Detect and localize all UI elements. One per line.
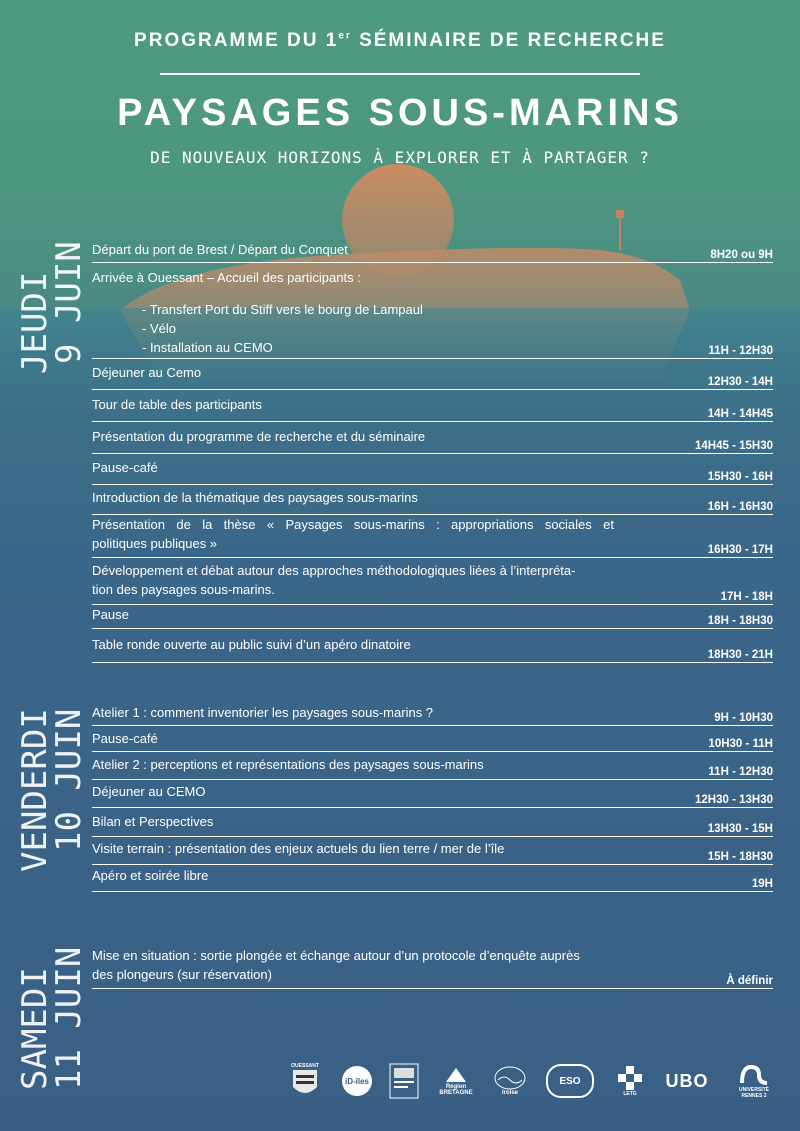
activity-label: Présentation de la thèse « Paysages sous-marins : appropriations sociales et bbox=[92, 517, 614, 532]
bretagne-ermine-icon bbox=[444, 1066, 468, 1084]
day-date: 9 JUIN bbox=[49, 241, 89, 364]
activity-time: 17H - 18H bbox=[720, 591, 773, 603]
supertitle-rest: SÉMINAIRE DE RECHERCHE bbox=[351, 30, 666, 51]
activity-label: Atelier 1 : comment inventorier les paysages sous-marins ? bbox=[92, 705, 434, 720]
eso-badge: ESO bbox=[546, 1064, 594, 1098]
page-title: PAYSAGES SOUS-MARINS bbox=[117, 92, 683, 134]
prefet-logo-icon bbox=[389, 1063, 419, 1099]
activity-label: Déjeuner au CEMO bbox=[92, 784, 206, 799]
activity-time: 13H30 - 15H bbox=[707, 823, 773, 835]
day-date: 10 JUIN bbox=[49, 708, 89, 852]
schedule-row bbox=[92, 363, 773, 390]
activity-time: 19H bbox=[751, 878, 773, 890]
logo-eso bbox=[545, 1060, 595, 1102]
logo-idiles bbox=[340, 1060, 374, 1102]
activity-label: Table ronde ouverte au public suivi d’un apéro dinatoire bbox=[92, 637, 411, 652]
activity-time: 16H30 - 17H bbox=[707, 544, 773, 556]
activity-subitem: - Installation au CEMO bbox=[142, 340, 273, 355]
schedule-row bbox=[92, 515, 773, 558]
logo-prefet bbox=[387, 1060, 421, 1102]
logo-ouessant-text: OUESSANT bbox=[291, 1063, 319, 1069]
activity-label: Apéro et soirée libre bbox=[92, 868, 209, 883]
schedule-row bbox=[92, 703, 773, 726]
activity-label: Atelier 2 : perceptions et représentations des paysages sous-marins bbox=[92, 757, 484, 772]
activity-label-cont: des plongeurs (sur réservation) bbox=[92, 967, 272, 982]
partner-logos bbox=[285, 1060, 785, 1110]
schedule-row bbox=[92, 458, 773, 485]
day-label-jeudi bbox=[15, 234, 89, 374]
letg-cross-icon bbox=[617, 1065, 643, 1091]
schedule-row bbox=[92, 946, 773, 989]
activity-label: Développement et débat autour des approches méthodologiques liées à l’interpréta- bbox=[92, 563, 576, 578]
schedule-row bbox=[92, 240, 773, 263]
activity-time: 15H30 - 16H bbox=[707, 471, 773, 483]
activity-time: 12H30 - 14H bbox=[707, 376, 773, 388]
logo-region-text: Région BRETAGNE bbox=[439, 1084, 473, 1096]
activity-label: Présentation du programme de recherche et du séminaire bbox=[92, 429, 426, 444]
schedule-row bbox=[92, 427, 773, 454]
activity-label: Pause bbox=[92, 607, 129, 622]
day-label-samedi bbox=[15, 940, 89, 1090]
activity-time: 9H - 10H30 bbox=[714, 712, 773, 724]
activity-label-cont: politiques publiques » bbox=[92, 536, 218, 551]
page-subtitle: DE NOUVEAUX HORIZONS À EXPLORER ET À PARTAGER ? bbox=[150, 148, 650, 167]
logo-iroise bbox=[490, 1060, 530, 1102]
lighthouse-top bbox=[616, 210, 624, 218]
day-name: SAMEDI bbox=[15, 967, 55, 1090]
schedule-row bbox=[92, 839, 773, 865]
activity-label: Bilan et Perspectives bbox=[92, 814, 214, 829]
logo-letg bbox=[615, 1060, 645, 1102]
activity-time: 11H - 12H30 bbox=[708, 766, 773, 778]
activity-time: 15H - 18H30 bbox=[707, 851, 773, 863]
logo-rennes2-text: UNIVERSITÉ RENNES 2 bbox=[738, 1087, 769, 1099]
activity-time: 11H - 12H30 bbox=[708, 345, 773, 357]
header bbox=[0, 0, 800, 200]
logo-letg-text: LETG bbox=[623, 1091, 637, 1097]
activity-label: Pause-café bbox=[92, 460, 158, 475]
logo-ouessant bbox=[290, 1060, 320, 1102]
activity-label: Visite terrain : présentation des enjeux actuels du lien terre / mer de l’île bbox=[92, 841, 505, 856]
activity-label: Introduction de la thématique des paysages sous-marins bbox=[92, 490, 418, 505]
iroise-wave-icon bbox=[494, 1066, 526, 1090]
day-name: VENDERDI bbox=[15, 708, 55, 872]
activity-time: 10H30 - 11H bbox=[708, 738, 773, 750]
logo-iroise-text: Iroise bbox=[501, 1090, 518, 1096]
supertitle bbox=[0, 30, 800, 52]
idiles-badge: iD-îles bbox=[342, 1066, 372, 1096]
schedule-row bbox=[92, 866, 773, 892]
activity-time: 18H - 18H30 bbox=[707, 615, 773, 627]
day-label-vendredi bbox=[15, 702, 89, 872]
schedule-row bbox=[92, 395, 773, 422]
schedule-row bbox=[92, 635, 773, 663]
supertitle-ordinal: er bbox=[338, 30, 352, 42]
logo-rennes2 bbox=[731, 1060, 777, 1102]
supertitle-main: PROGRAMME DU 1 bbox=[134, 30, 339, 51]
schedule-row bbox=[92, 782, 773, 808]
activity-label: Déjeuner au Cemo bbox=[92, 365, 202, 380]
activity-label: Départ du port de Brest / Départ du Conquet bbox=[92, 242, 348, 257]
title-rule bbox=[160, 73, 640, 75]
activity-time: À définir bbox=[726, 975, 773, 987]
activity-time: 8H20 ou 9H bbox=[710, 249, 773, 261]
activity-label: Pause-café bbox=[92, 731, 158, 746]
activity-time: 16H - 16H30 bbox=[707, 501, 773, 513]
schedule-row bbox=[92, 755, 773, 780]
day-name: JEUDI bbox=[15, 271, 55, 374]
activity-subitem: - Vélo bbox=[142, 321, 176, 336]
activity-time: 14H - 14H45 bbox=[707, 408, 773, 420]
activity-time: 12H30 - 13H30 bbox=[695, 794, 773, 806]
activity-label: Tour de table des participants bbox=[92, 397, 262, 412]
schedule-row bbox=[92, 606, 773, 629]
activity-subitem: - Transfert Port du Stiff vers le bourg de Lampaul bbox=[142, 302, 423, 317]
activity-label: Arrivée à Ouessant – Accueil des participants : bbox=[92, 270, 361, 285]
schedule-row bbox=[92, 729, 773, 752]
activity-time: 14H45 - 15H30 bbox=[695, 440, 773, 452]
schedule-row bbox=[92, 268, 773, 359]
day-date: 11 JUIN bbox=[49, 946, 89, 1090]
activity-label-cont: tion des paysages sous-marins. bbox=[92, 582, 275, 597]
schedule-row bbox=[92, 488, 773, 515]
schedule-row bbox=[92, 561, 773, 605]
activity-label: Mise en situation : sortie plongée et échange autour d’un protocole d’enquête auprès bbox=[92, 948, 580, 963]
logo-ubo: UBO bbox=[665, 1070, 709, 1091]
logo-region-bretagne bbox=[435, 1060, 477, 1102]
schedule-row bbox=[92, 812, 773, 837]
ouessant-shield-icon bbox=[292, 1069, 318, 1099]
activity-time: 18H30 - 21H bbox=[707, 649, 773, 661]
rennes2-mark-icon bbox=[739, 1063, 769, 1087]
